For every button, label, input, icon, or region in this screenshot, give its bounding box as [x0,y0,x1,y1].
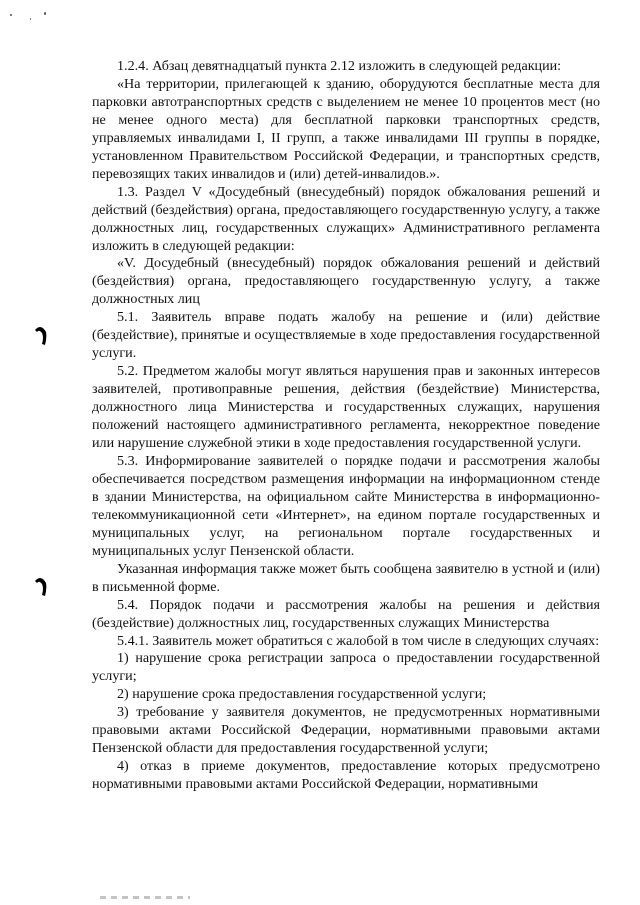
paragraph: 4) отказ в приеме документов, предоставление которых предусмотрено нормативными правовыми актами Российской Федерации, нормативными [92,758,600,793]
scan-edge-noise [100,896,190,899]
scan-binder-mark [34,575,48,597]
paragraph: «На территории, прилегающей к зданию, оборудуются бесплатные места для парковки автотранспортных средств с выделением не менее 10 процентов мест (но не менее одного места) для бесплатной парковки транспортных средств, управляемых инвалидами I, II групп, а также инвалидами III группы в порядке, установленном Правительством Российской Федерации, и транспортных средств, перевозящих таких инвалидов и (или) детей-инвалидов.». [92,75,600,182]
scan-speck [10,14,12,16]
paragraph: 5.2. Предметом жалобы могут являться нарушения прав и законных интересов заявителей, противоправные решения, действия (бездействие) Министерства, должностного лица Министерства и государственных служащих, нарушения положений настоящего административного регламента, некорректное поведение или нарушение служебной этики в ходе предоставления государственной услуги. [92,363,600,452]
paragraph: Указанная информация также может быть сообщена заявителю в устной и (или) в письменной форме. [92,560,600,595]
paragraph: «V. Досудебный (внесудебный) порядок обжалования решений и действий (бездействия) органа, предоставляющего государственную услугу, а также должностных лиц [92,255,600,308]
paragraph: 1.3. Раздел V «Досудебный (внесудебный) порядок обжалования решений и действий (бездействия) органа, предоставляющего государственную услугу, а также должностных лиц, государственных служащих» Административного регламента изложить в следующей редакции: [92,183,600,254]
paragraph: 5.3. Информирование заявителей о порядке подачи и рассмотрения жалобы обеспечивается посредством размещения информации на информационном стенде в здании Министерства, на официальном сайте Министерства в информационно-телекоммуникационной сети «Интернет», на едином портале государственных и муниципальных услуг, на региональном портале государственных и муниципальных услуг Пензенской области. [92,452,600,559]
paragraph: 5.4. Порядок подачи и рассмотрения жалобы на решения и действия (бездействие) должностных лиц, государственных служащих Министерства [92,596,600,631]
paragraph: 1.2.4. Абзац девятнадцатый пункта 2.12 изложить в следующей редакции: [117,58,562,74]
paragraph: 5.4.1. Заявитель может обратиться с жалобой в том числе в следующих случаях: [117,632,600,649]
paragraph: 5.1. Заявитель вправе подать жалобу на решение и (или) действие (бездействие), принятые и осуществляемые в ходе предоставления государственной услуги. [92,309,600,362]
paragraph: 2) нарушение срока предоставления государственной услуги; [117,686,487,703]
scan-speck [30,18,31,20]
paragraph: 1) нарушение срока регистрации запроса о предоставлении государственной услуги; [92,650,600,685]
document-body [92,58,600,794]
paragraph: 3) требование у заявителя документов, не предусмотренных нормативными правовыми актами Российской Федерации, нормативными правовыми актами Пензенской области для предоставления государственной услуги; [92,704,600,757]
scan-speck [44,12,46,15]
scan-binder-mark [34,324,48,346]
